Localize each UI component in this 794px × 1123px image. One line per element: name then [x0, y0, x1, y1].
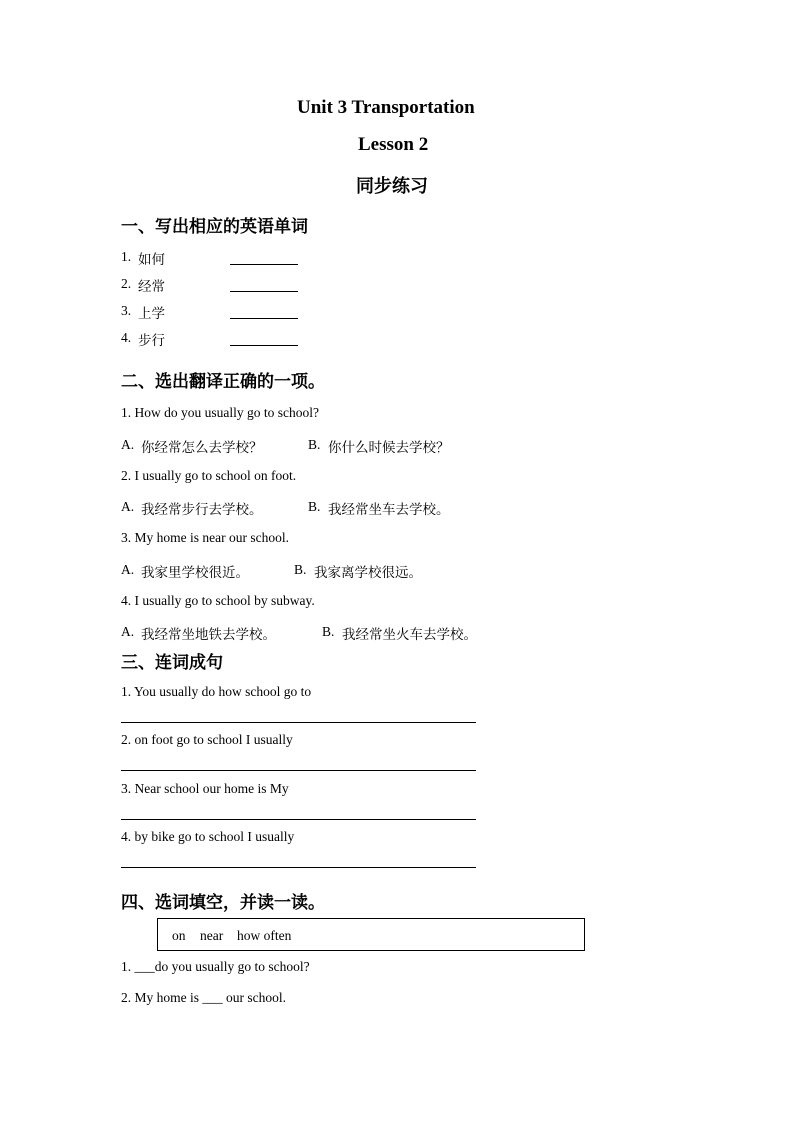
page-title: Unit 3 Transportation: [297, 97, 475, 118]
subtitle: 同步练习: [356, 176, 428, 197]
answer-line[interactable]: [121, 819, 476, 820]
answer-line[interactable]: [121, 722, 476, 723]
option-b[interactable]: 你什么时候去学校？: [328, 440, 450, 456]
s2-question: 4. I usually go to school by subway.: [121, 593, 315, 608]
s3-item: 4. by bike go to school I usually: [121, 829, 295, 844]
s1-item-num: 3.: [121, 303, 132, 318]
option-a[interactable]: 我家里学校很近。: [141, 565, 249, 581]
s1-item-num: 1.: [121, 249, 132, 264]
answer-blank[interactable]: [230, 345, 298, 346]
s2-question: 3. My home is near our school.: [121, 530, 289, 545]
s1-item-num: 4.: [121, 330, 132, 345]
answer-line[interactable]: [121, 770, 476, 771]
s2-question: 1. How do you usually go to school?: [121, 405, 319, 420]
s1-item-text: 步行: [138, 333, 165, 349]
option-b-label: B.: [308, 499, 321, 514]
option-b[interactable]: 我经常坐车去学校。: [328, 502, 450, 518]
s1-item-text: 上学: [138, 306, 165, 322]
section3-heading: 三、连词成句: [121, 653, 223, 673]
option-b-label: B.: [322, 624, 335, 639]
option-b-label: B.: [294, 562, 307, 577]
option-a[interactable]: 我经常步行去学校。: [141, 502, 263, 518]
option-a-label: A.: [121, 624, 135, 639]
s1-item-text: 如何: [138, 252, 165, 268]
s3-item: 1. You usually do how school go to: [121, 684, 312, 699]
s2-question: 2. I usually go to school on foot.: [121, 468, 297, 483]
word-bank-word: on: [172, 928, 186, 943]
s1-item-text: 经常: [138, 279, 165, 295]
option-b-label: B.: [308, 437, 321, 452]
section2-heading: 二、选出翻译正确的一项。: [121, 372, 325, 392]
s1-item-num: 2.: [121, 276, 132, 291]
section1-heading: 一、写出相应的英语单词: [121, 217, 308, 237]
lesson-title: Lesson 2: [358, 134, 429, 155]
section4-heading: 四、选词填空，并读一读。: [121, 893, 325, 913]
word-bank-box: [157, 918, 585, 951]
option-a-label: A.: [121, 437, 135, 452]
option-b[interactable]: 我家离学校很远。: [314, 565, 422, 581]
option-a-label: A.: [121, 562, 135, 577]
option-a-label: A.: [121, 499, 135, 514]
option-a[interactable]: 我经常坐地铁去学校。: [141, 627, 276, 643]
option-b[interactable]: 我经常坐火车去学校。: [342, 627, 477, 643]
answer-blank[interactable]: [230, 318, 298, 319]
word-bank-word: how often: [237, 928, 292, 943]
s3-item: 3. Near school our home is My: [121, 781, 289, 796]
answer-line[interactable]: [121, 867, 476, 868]
answer-blank[interactable]: [230, 291, 298, 292]
option-a[interactable]: 你经常怎么去学校？: [141, 440, 263, 456]
s4-item: 2. My home is ___ our school.: [121, 990, 286, 1005]
s4-item: 1. ___do you usually go to school?: [121, 959, 310, 974]
word-bank-word: near: [200, 928, 224, 943]
s3-item: 2. on foot go to school I usually: [121, 732, 293, 747]
answer-blank[interactable]: [230, 264, 298, 265]
